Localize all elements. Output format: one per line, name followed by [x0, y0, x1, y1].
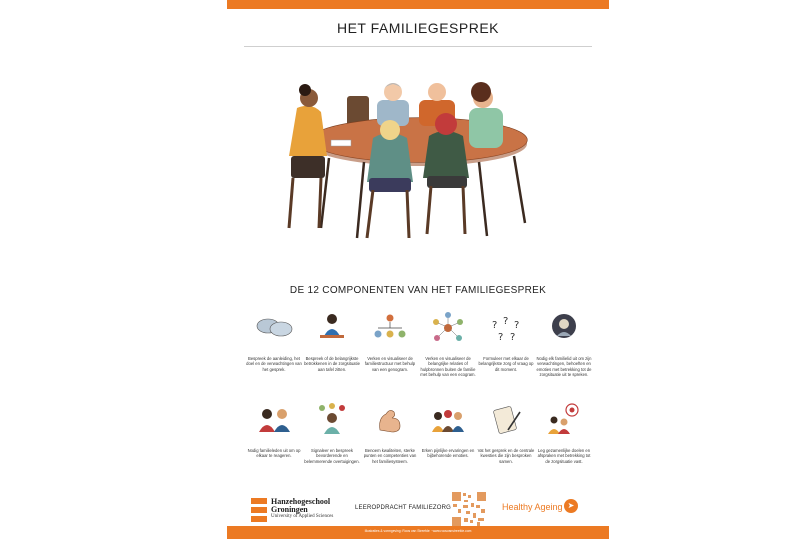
family-meeting-illustration — [269, 78, 569, 248]
hanze-mark-icon — [251, 498, 267, 522]
component-5: ? ? ? ? ? Formuleer met elkaar de belangrijkste zorg of vraag op dit moment. — [477, 310, 535, 372]
three-people-icon — [428, 402, 468, 438]
person-curly-hair-woman — [469, 82, 503, 148]
person-at-table-icon — [312, 310, 352, 346]
component-12: Leg gezamenlijke doelen en afspraken met betrekking tot de zorgsituatie vast. — [535, 402, 593, 464]
healthy-ageing-label: Healthy Ageing — [502, 502, 563, 512]
ecogram-icon — [428, 310, 468, 346]
strong-arm-icon — [370, 402, 410, 438]
question-marks-icon — [486, 310, 526, 346]
clipboard-pen-icon — [486, 402, 526, 438]
top-accent-bar — [227, 0, 609, 9]
title-divider — [244, 46, 592, 47]
svg-text:?: ? — [498, 332, 504, 343]
svg-text:?: ? — [510, 332, 516, 343]
components-heading: DE 12 COMPONENTEN VAN HET FAMILIEGESPREK — [289, 285, 547, 296]
institution-name-line1: Hanzehogeschool — [271, 497, 331, 506]
component-1: Bespreek de aanleiding, het doel en de verwachtingen van het gesprek. — [245, 310, 303, 372]
inner-world-icon — [544, 310, 584, 346]
speech-bubbles-icon — [254, 310, 294, 346]
component-9: Benoem kwaliteiten, sterke punten en competenties van het familiesysteem. — [361, 402, 419, 464]
institution-subtitle: University of Applied Sciences — [271, 514, 334, 519]
target-group-icon — [544, 402, 584, 438]
component-6: Nodig elk familielid uit om zijn verwachtingen, behoeften en emoties met betrekking tot de zorgsituatie uit te spreken. — [535, 310, 593, 378]
component-11: Vat het gesprek en de centrale kwesties die zijn besproken samen. — [477, 402, 535, 464]
poster — [227, 0, 609, 539]
component-8: Signaleer en bespreek bevorderende en belemmerende overtuigingen. — [303, 402, 361, 464]
component-7: Nodig familieleden uit om op elkaar te reageren. — [245, 402, 303, 459]
credits-text: Illustraties & vormgeving: Roos van Streefde · www.roosvanstreefde.com — [364, 529, 472, 533]
healthy-ageing-logo-icon: ➤ — [564, 499, 578, 513]
hanzehogeschool-logo — [251, 497, 341, 525]
component-2: Bespreek of de belangrijkste betrokkenen in de zorgsituatie aan tafel zitten. — [303, 310, 361, 372]
component-3: Verken en visualiseer de familiestructuur met behulp van een genogram. — [361, 310, 419, 372]
svg-text:?: ? — [514, 320, 520, 331]
svg-text:?: ? — [492, 320, 498, 331]
two-people-talking-icon — [254, 402, 294, 438]
person-front-blond — [367, 120, 413, 238]
page-title: HET FAMILIEGESPREK — [336, 20, 499, 36]
genogram-icon — [370, 310, 410, 346]
person-with-thoughts-icon — [312, 402, 352, 438]
component-4: Verken en visualiseer de belangrijke relaties of hulpbronnen buiten de familie met behulp van een ecogram. — [419, 310, 477, 378]
component-10: Erken pijnlijke ervaringen en bijbehorende emoties. — [419, 402, 477, 459]
qr-code-icon[interactable] — [451, 491, 487, 527]
person-grey-hair — [377, 83, 409, 126]
svg-text:?: ? — [503, 316, 509, 327]
institution-name-line2: Groningen — [271, 505, 308, 514]
assignment-label: LEEROPDRACHT FAMILIEZORG — [355, 505, 452, 511]
